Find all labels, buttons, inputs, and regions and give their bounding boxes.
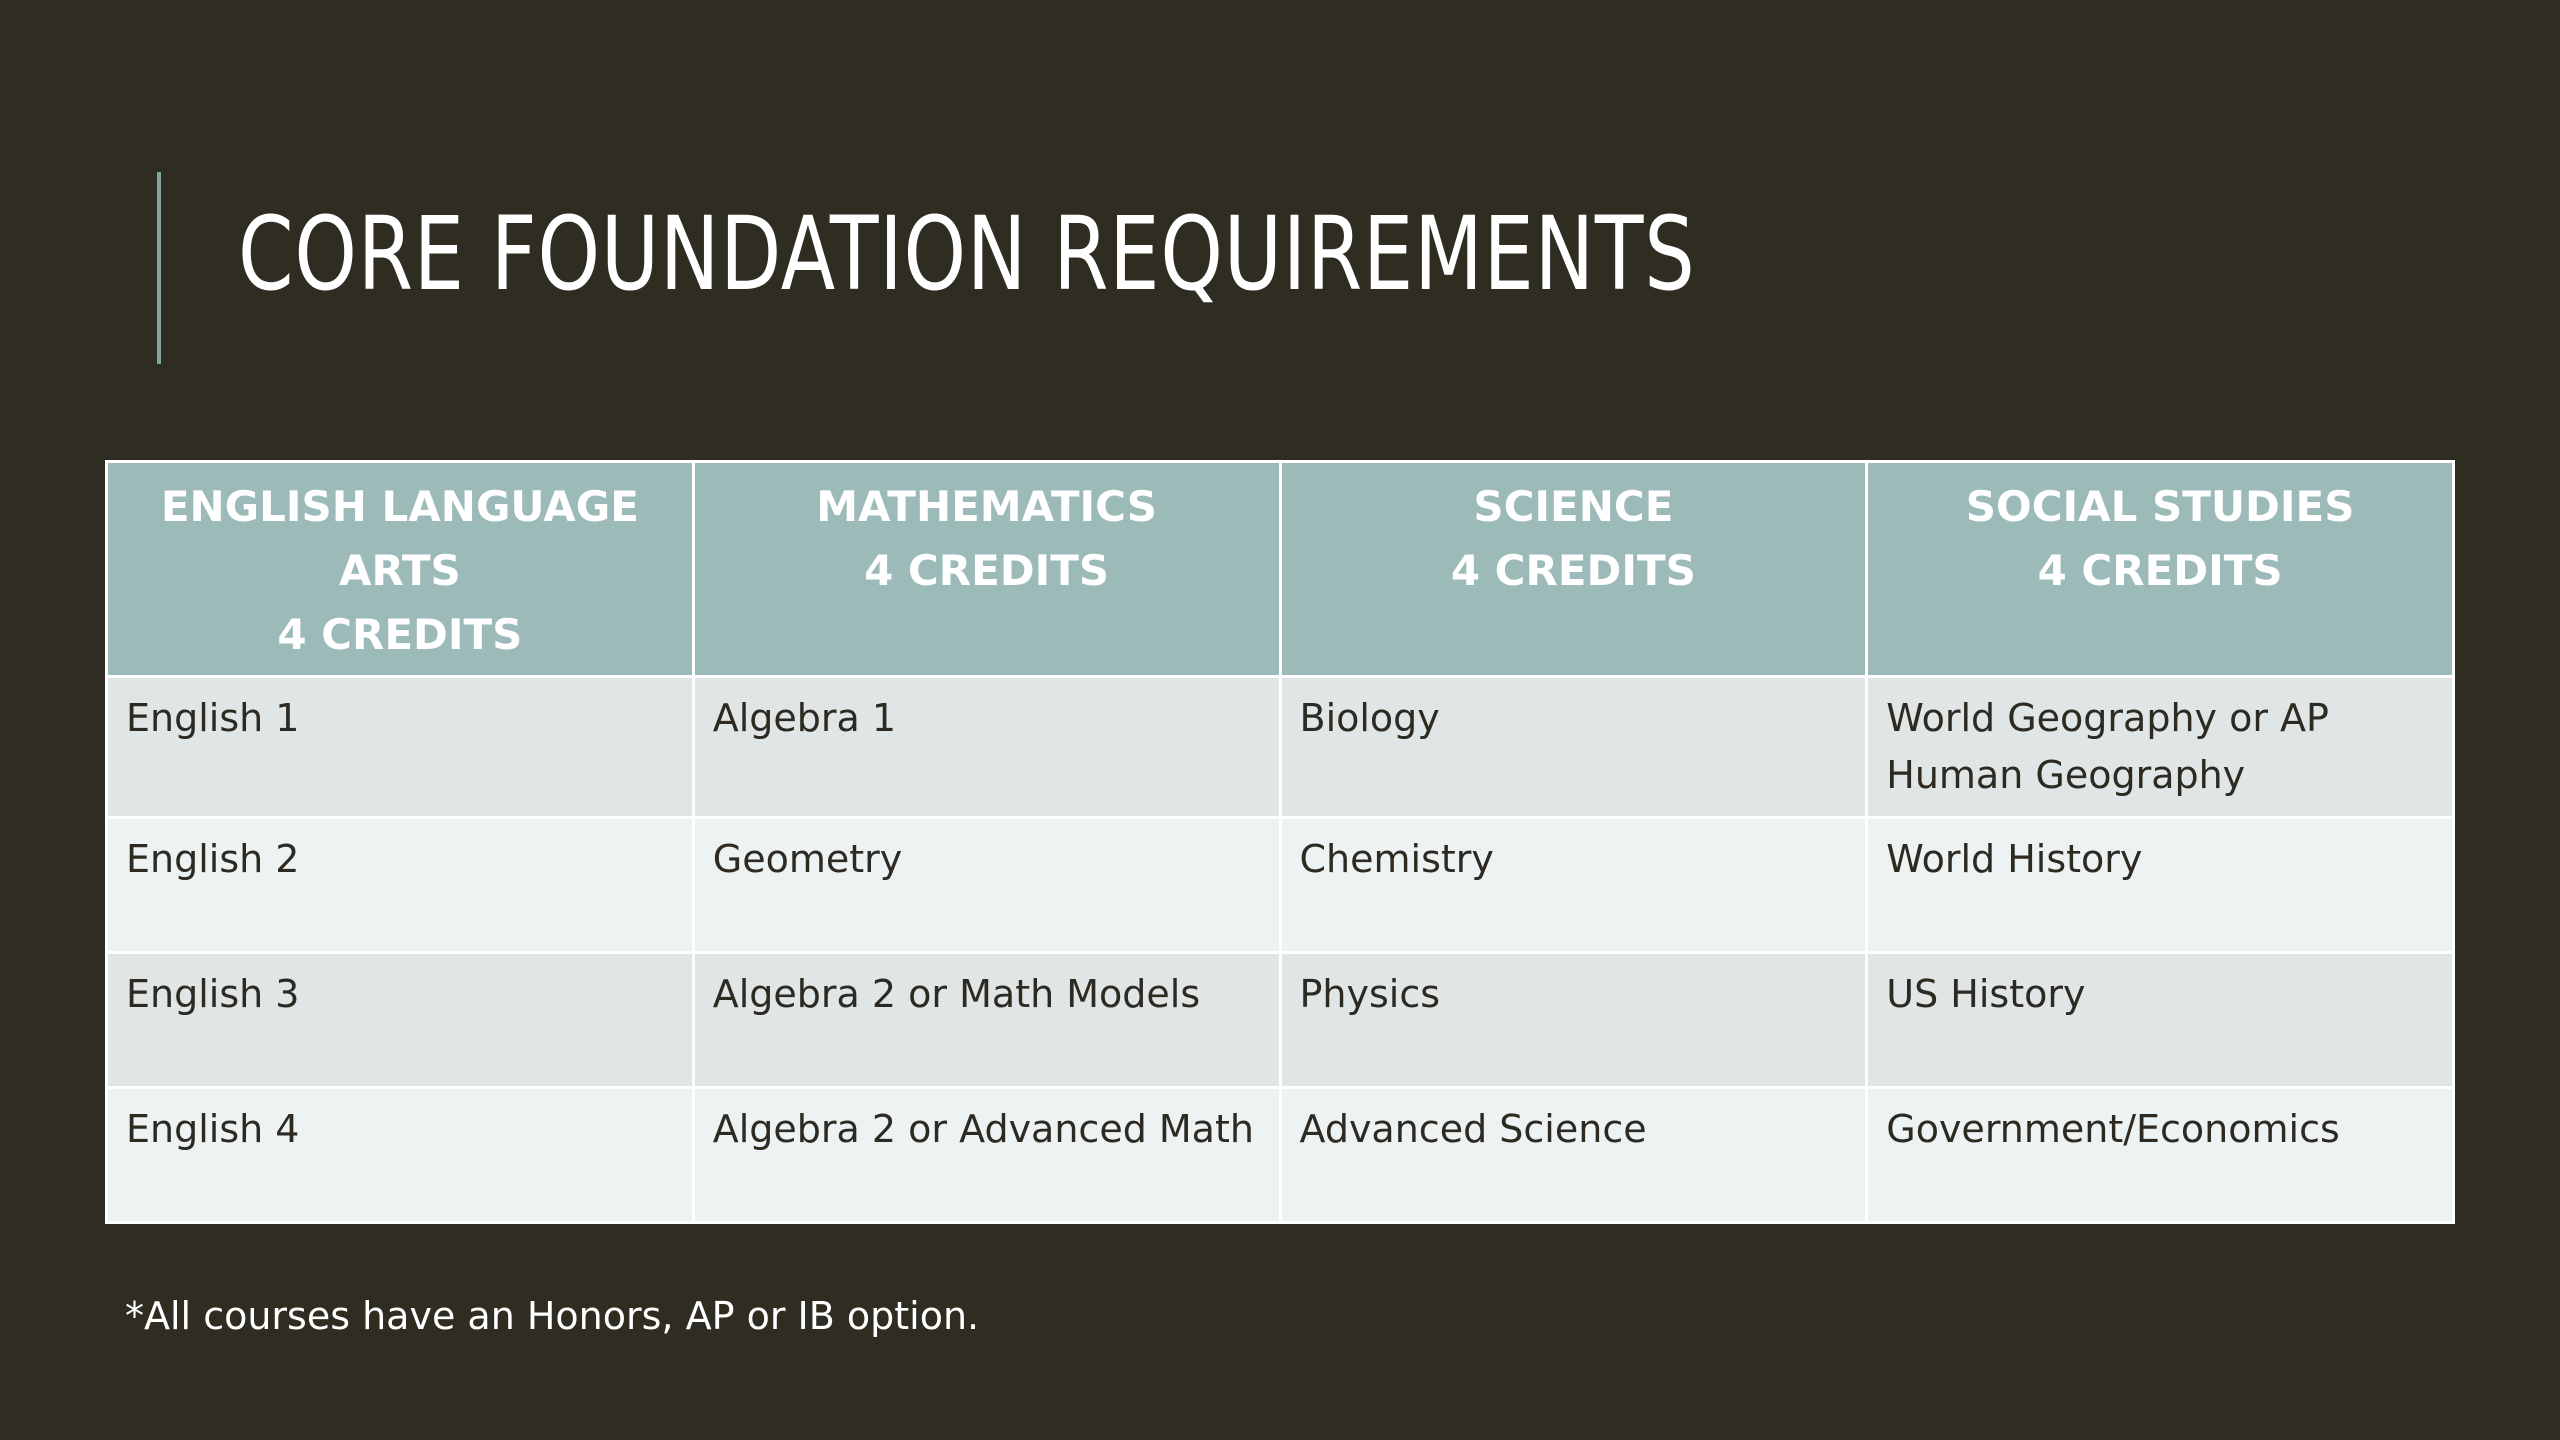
header-mathematics-line-2: 4 CREDITS (864, 546, 1110, 595)
table-cell: World Geography or AP Human Geography (1867, 677, 2454, 818)
title-accent-bar (157, 172, 161, 364)
table-cell: Physics (1280, 953, 1867, 1088)
header-english-line-2: ARTS (338, 546, 461, 595)
table-cell: English 2 (107, 818, 694, 953)
table-cell: English 3 (107, 953, 694, 1088)
header-science-line-2: 4 CREDITS (1450, 546, 1696, 595)
table-cell: Chemistry (1280, 818, 1867, 953)
table-row (107, 677, 2454, 818)
requirements-table (105, 460, 2455, 1224)
table-cell: English 1 (107, 677, 694, 818)
table-cell: Algebra 1 (693, 677, 1280, 818)
requirements-table-wrapper (105, 460, 2455, 1224)
table-cell: English 4 (107, 1088, 694, 1223)
table-header-row (107, 462, 2454, 677)
header-mathematics-line-1: MATHEMATICS (816, 482, 1157, 531)
table-cell: Geometry (693, 818, 1280, 953)
table-cell: Algebra 2 or Advanced Math (693, 1088, 1280, 1223)
header-english (107, 462, 694, 677)
table-cell: Advanced Science (1280, 1088, 1867, 1223)
table-cell: World History (1867, 818, 2454, 953)
table-cell: Government/Economics (1867, 1088, 2454, 1223)
table-cell: US History (1867, 953, 2454, 1088)
header-science (1280, 462, 1867, 677)
header-social-studies (1867, 462, 2454, 677)
table-row (107, 818, 2454, 953)
header-science-line-1: SCIENCE (1473, 482, 1674, 531)
table-cell: Biology (1280, 677, 1867, 818)
header-mathematics (693, 462, 1280, 677)
header-english-line-3: 4 CREDITS (277, 610, 523, 659)
header-social-studies-line-1: SOCIAL STUDIES (1965, 482, 2355, 531)
slide-title: CORE FOUNDATION REQUIREMENTS (238, 195, 1696, 314)
table-row (107, 953, 2454, 1088)
table-cell: Algebra 2 or Math Models (693, 953, 1280, 1088)
header-english-line-1: ENGLISH LANGUAGE (160, 482, 639, 531)
table-row (107, 1088, 2454, 1223)
header-social-studies-line-2: 4 CREDITS (2037, 546, 2283, 595)
footnote: *All courses have an Honors, AP or IB option. (125, 1294, 980, 1338)
